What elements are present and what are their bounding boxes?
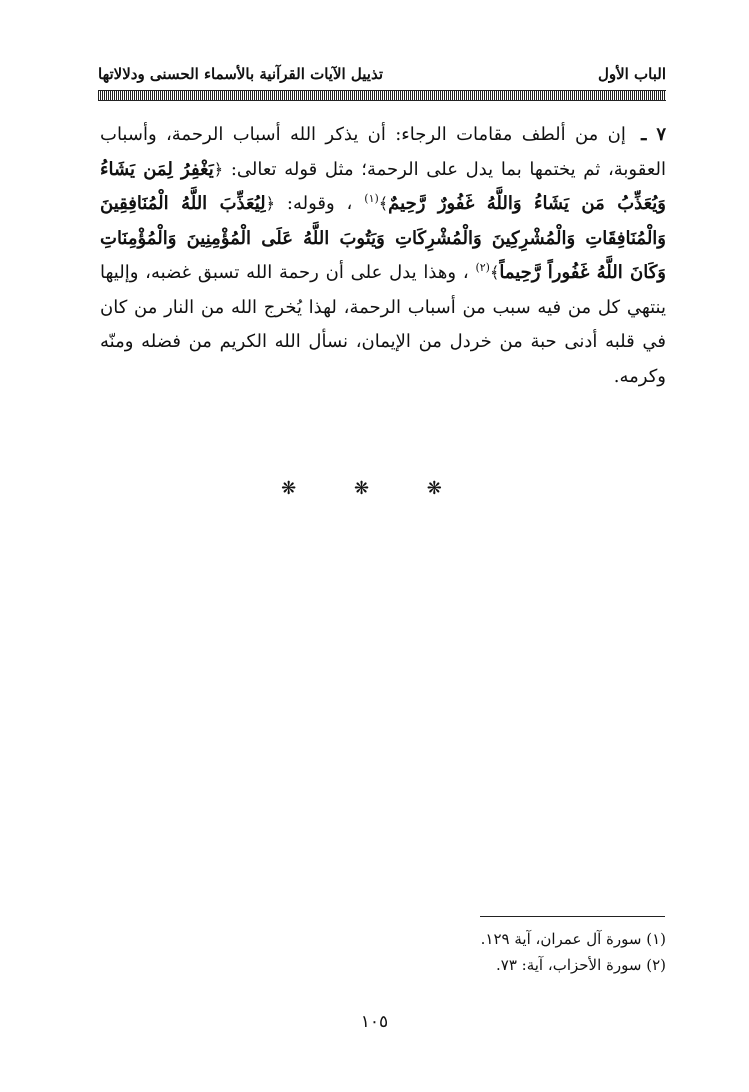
header-divider xyxy=(98,90,666,101)
quran-verse-1: يَغْفِرُ لِمَن يَشَاءُ وَيُعَذِّبُ مَن يَشَاءُ وَاللَّهُ غَفُورٌ رَّحِيمٌ xyxy=(100,158,666,214)
intro-text: إن من ألطف مقامات الرجاء: أن يذكر الله أسباب الرحمة، وأسباب العقوبة، ثم يختمها بما يدل على الرحمة؛ مثل قوله تعالى: xyxy=(100,124,666,180)
ornate-bracket-close: ﴾ xyxy=(378,194,389,213)
footnote-1: (١) سورة آل عمران، آية ١٢٩. xyxy=(480,930,666,948)
book-title: تذييل الآيات القرآنية بالأسماء الحسنى ودلالاتها xyxy=(98,65,384,83)
quran-verse-2: لِيُعَذِّبَ اللَّهُ الْمُنَافِقِينَ وَالْمُنَافِقَاتِ وَالْمُشْرِكِينَ وَالْمُشْرِكَاتِ وَيَتُوبَ اللَّهُ عَلَى الْمُؤْمِنِينَ وَالْمُؤْمِنَاتِ وَكَانَ اللَّهُ غَفُوراً رَّحِيماً xyxy=(100,193,666,283)
footnotes xyxy=(100,926,666,978)
page-number: ١٠٥ xyxy=(360,1012,389,1032)
footnote-ref-1: (١) xyxy=(364,192,379,205)
chapter-title: الباب الأول xyxy=(597,65,666,83)
main-paragraph xyxy=(100,118,666,394)
ornate-bracket-open: ﴿ xyxy=(265,194,275,213)
footnote-2: (٢) سورة الأحزاب، آية: ٧٣. xyxy=(495,956,666,974)
ornate-bracket-close: ﴾ xyxy=(489,263,500,282)
ornate-bracket-open: ﴿ xyxy=(213,159,224,179)
footnote-ref-2: (٢) xyxy=(475,261,490,274)
section-separator: ❋ ❋ ❋ xyxy=(281,478,468,499)
conclusion-text: ، وهذا يدل على أن رحمة الله تسبق غضبه، وإليها ينتهي كل من فيه سبب من أسباب الرحمة، لهذا يُخرج الله من النار من كان في قلبه أدنى حبة من خردل من الإيمان، نسأل الله الكريم من فضله ومنّه وكرمه. xyxy=(100,262,667,387)
item-number: ٧ ـ xyxy=(641,124,666,145)
footnote-divider xyxy=(480,916,665,917)
connector-text: ، وقوله: xyxy=(286,193,353,214)
running-header xyxy=(98,62,666,86)
